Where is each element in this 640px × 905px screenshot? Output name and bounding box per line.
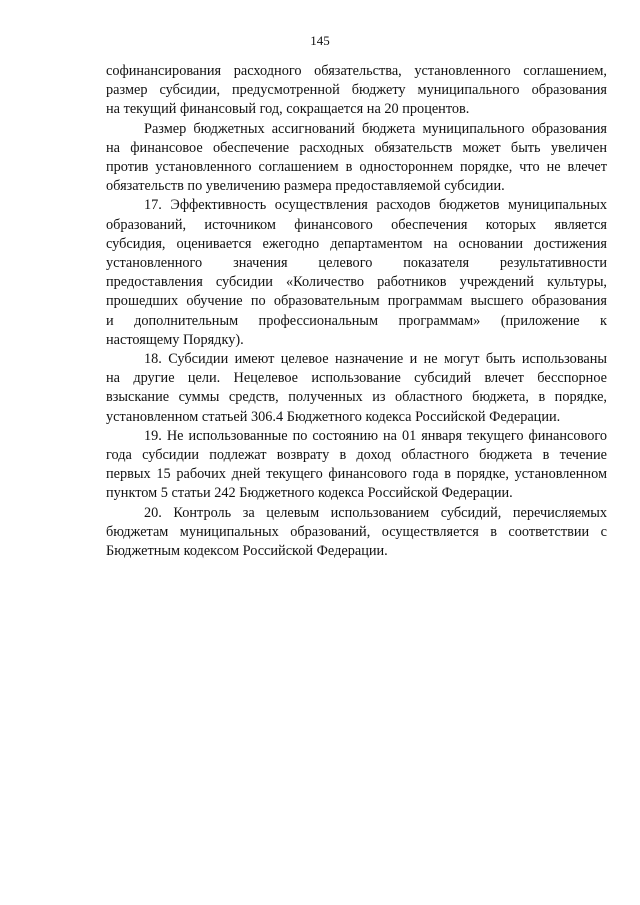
document-body	[106, 62, 607, 561]
text-line: установленного значения целевого показателя результативности	[106, 255, 607, 272]
text-line: 17. Эффективность осуществления расходов бюджетов муниципальных	[144, 197, 607, 214]
text-line: и дополнительным профессиональным программам» (приложение к	[106, 312, 607, 329]
text-line: бюджетам муниципальных образований, осуществляется в соответствии с	[106, 523, 607, 540]
text-line: установленном статьей 306.4 Бюджетного кодекса Российской Федерации.	[106, 408, 561, 425]
text-line: размер субсидии, предусмотренной бюджету муниципального образования	[106, 82, 607, 99]
text-line: Бюджетным кодексом Российской Федерации.	[106, 543, 388, 560]
text-line: пунктом 5 статьи 242 Бюджетного кодекса Российской Федерации.	[106, 485, 513, 502]
paragraph-budget-allocations	[106, 120, 607, 197]
text-line: года субсидии подлежат возврату в доход областного бюджета в течение	[106, 447, 607, 464]
text-line: образований, источником финансового обеспечения которых является	[106, 216, 607, 233]
text-line: на другие цели. Нецелевое использование субсидий влечет бесспорное	[106, 370, 607, 387]
paragraph-continuation	[106, 62, 607, 120]
text-line: софинансирования расходного обязательства, установленного соглашением,	[106, 63, 607, 79]
text-line: взыскание суммы средств, полученных из областного бюджета, в порядке,	[106, 389, 607, 406]
paragraph-19	[106, 427, 607, 504]
paragraph-17	[106, 196, 607, 350]
paragraph-20	[106, 504, 607, 562]
text-line: 20. Контроль за целевым использованием субсидий, перечисляемых	[144, 504, 607, 521]
text-line: прошедших обучение по образовательным программам высшего образования	[106, 293, 607, 310]
text-line: против установленного соглашением в одностороннем порядке, что не влечет	[106, 159, 607, 176]
text-line: 19. Не использованные по состоянию на 01 января текущего финансового	[144, 427, 607, 444]
text-line: субсидия, оценивается ежегодно департаментом на основании достижения	[106, 235, 607, 252]
paragraph-18	[106, 350, 607, 427]
text-line: первых 15 рабочих дней текущего финансового года в порядке, установленном	[106, 466, 607, 483]
text-line: на текущий финансовый год, сокращается на 20 процентов.	[106, 101, 470, 118]
text-line: обязательств по увеличению размера предоставляемой субсидии.	[106, 178, 505, 195]
text-line: настоящему Порядку).	[106, 331, 244, 348]
page-number: 145	[310, 33, 330, 48]
text-line: Размер бюджетных ассигнований бюджета муниципального образования	[144, 120, 607, 137]
text-line: 18. Субсидии имеют целевое назначение и не могут быть использованы	[144, 351, 607, 368]
text-line: на финансовое обеспечение расходных обязательств может быть увеличен	[106, 139, 607, 156]
text-line: предоставления субсидии «Количество работников учреждений культуры,	[106, 274, 607, 291]
